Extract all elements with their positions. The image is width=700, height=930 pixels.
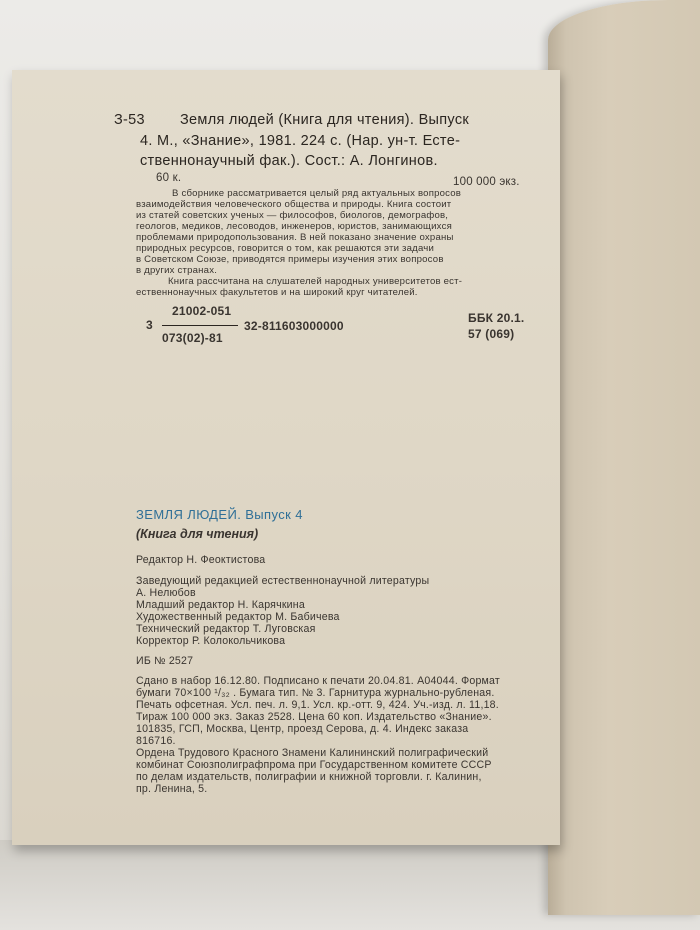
- fraction-rule: [162, 325, 238, 326]
- bbk-line-1: ББК 20.1.: [468, 311, 525, 325]
- classification-lead: 3: [146, 318, 153, 332]
- catalog-line-3: ственнонаучный фак.). Сост.: А. Лонгинов.: [140, 153, 438, 169]
- book-subtitle: (Книга для чтения): [136, 527, 259, 541]
- catalog-copies: 100 000 экз.: [453, 176, 520, 188]
- abstract-line: Книга рассчитана на слушателей народных университетов ест-: [168, 276, 463, 287]
- imprint-line: по делам издательств, полиграфии и книжной торговли. г. Калинин,: [136, 771, 482, 783]
- abstract-line: из статей советских ученых — философов, биологов, демографов,: [136, 210, 449, 221]
- catalog-price: 60 к.: [156, 172, 182, 184]
- abstract-line: взаимодействия человеческого общества и природы. Книга состоит: [136, 199, 452, 210]
- imprint-line: Сдано в набор 16.12.80. Подписано к печати 20.04.81. А04044. Формат: [136, 675, 500, 687]
- catalog-code: З-53: [114, 112, 145, 128]
- abstract-line: геологов, медиков, лесоводов, инженеров, юристов, занимающихся: [136, 221, 452, 232]
- imprint-line: 816716.: [136, 735, 176, 747]
- classification-denominator: 073(02)-81: [162, 331, 223, 345]
- credit-line: Технический редактор Т. Луговская: [136, 623, 316, 635]
- book-title: ЗЕМЛЯ ЛЮДЕЙ. Выпуск 4: [136, 507, 303, 522]
- book-page: [12, 70, 560, 845]
- imprint-line: Тираж 100 000 экз. Заказ 2528. Цена 60 коп. Издательство «Знание».: [136, 711, 492, 723]
- credit-line: Художественный редактор М. Бабичева: [136, 611, 340, 623]
- ib-number: ИБ № 2527: [136, 655, 194, 667]
- back-page-edge: [548, 0, 700, 915]
- credit-line: Заведующий редакцией естественнонаучной литературы: [136, 575, 430, 587]
- catalog-line-2: 4. М., «Знание», 1981. 224 с. (Нар. ун-т. Есте-: [140, 133, 461, 149]
- imprint-line: пр. Ленина, 5.: [136, 783, 208, 795]
- classification-numerator: 21002-051: [172, 304, 232, 318]
- catalog-line-1: Земля людей (Книга для чтения). Выпуск: [180, 112, 470, 128]
- abstract-line: проблемами природопользования. В ней показано значение охраны: [136, 232, 454, 243]
- classification-code: 32-811603000000: [244, 319, 344, 333]
- abstract-line: ественнонаучных факультетов и на широкий круг читателей.: [136, 287, 418, 298]
- abstract-line: В сборнике рассматривается целый ряд актуальных вопросов: [172, 188, 462, 199]
- imprint-line: Ордена Трудового Красного Знамени Калининский полиграфический: [136, 747, 489, 759]
- imprint-line: комбинат Союзполиграфпрома при Государственном комитете СССР: [136, 759, 492, 771]
- imprint-line: 101835, ГСП, Москва, Центр, проезд Серова, д. 4. Индекс заказа: [136, 723, 469, 735]
- credit-line: Корректор Р. Колокольчикова: [136, 635, 286, 647]
- abstract-line: в других странах.: [136, 265, 218, 276]
- imprint-line: бумаги 70×100 ¹/₃₂ . Бумага тип. № 3. Гарнитура журнально-рубленая.: [136, 687, 495, 699]
- imprint-line: Печать офсетная. Усл. печ. л. 9,1. Усл. кр.-отт. 9, 424. Уч.-изд. л. 11,18.: [136, 699, 499, 711]
- bbk-line-2: 57 (069): [468, 327, 515, 341]
- abstract-line: в Советском Союзе, приводятся примеры изучения этих вопросов: [136, 254, 444, 265]
- credit-line: А. Нелюбов: [136, 587, 196, 599]
- abstract-line: природных ресурсов, говорится о том, как решаются эти задачи: [136, 243, 435, 254]
- editor-credit: Редактор Н. Феоктистова: [136, 554, 266, 566]
- credit-line: Младший редактор Н. Карячкина: [136, 599, 305, 611]
